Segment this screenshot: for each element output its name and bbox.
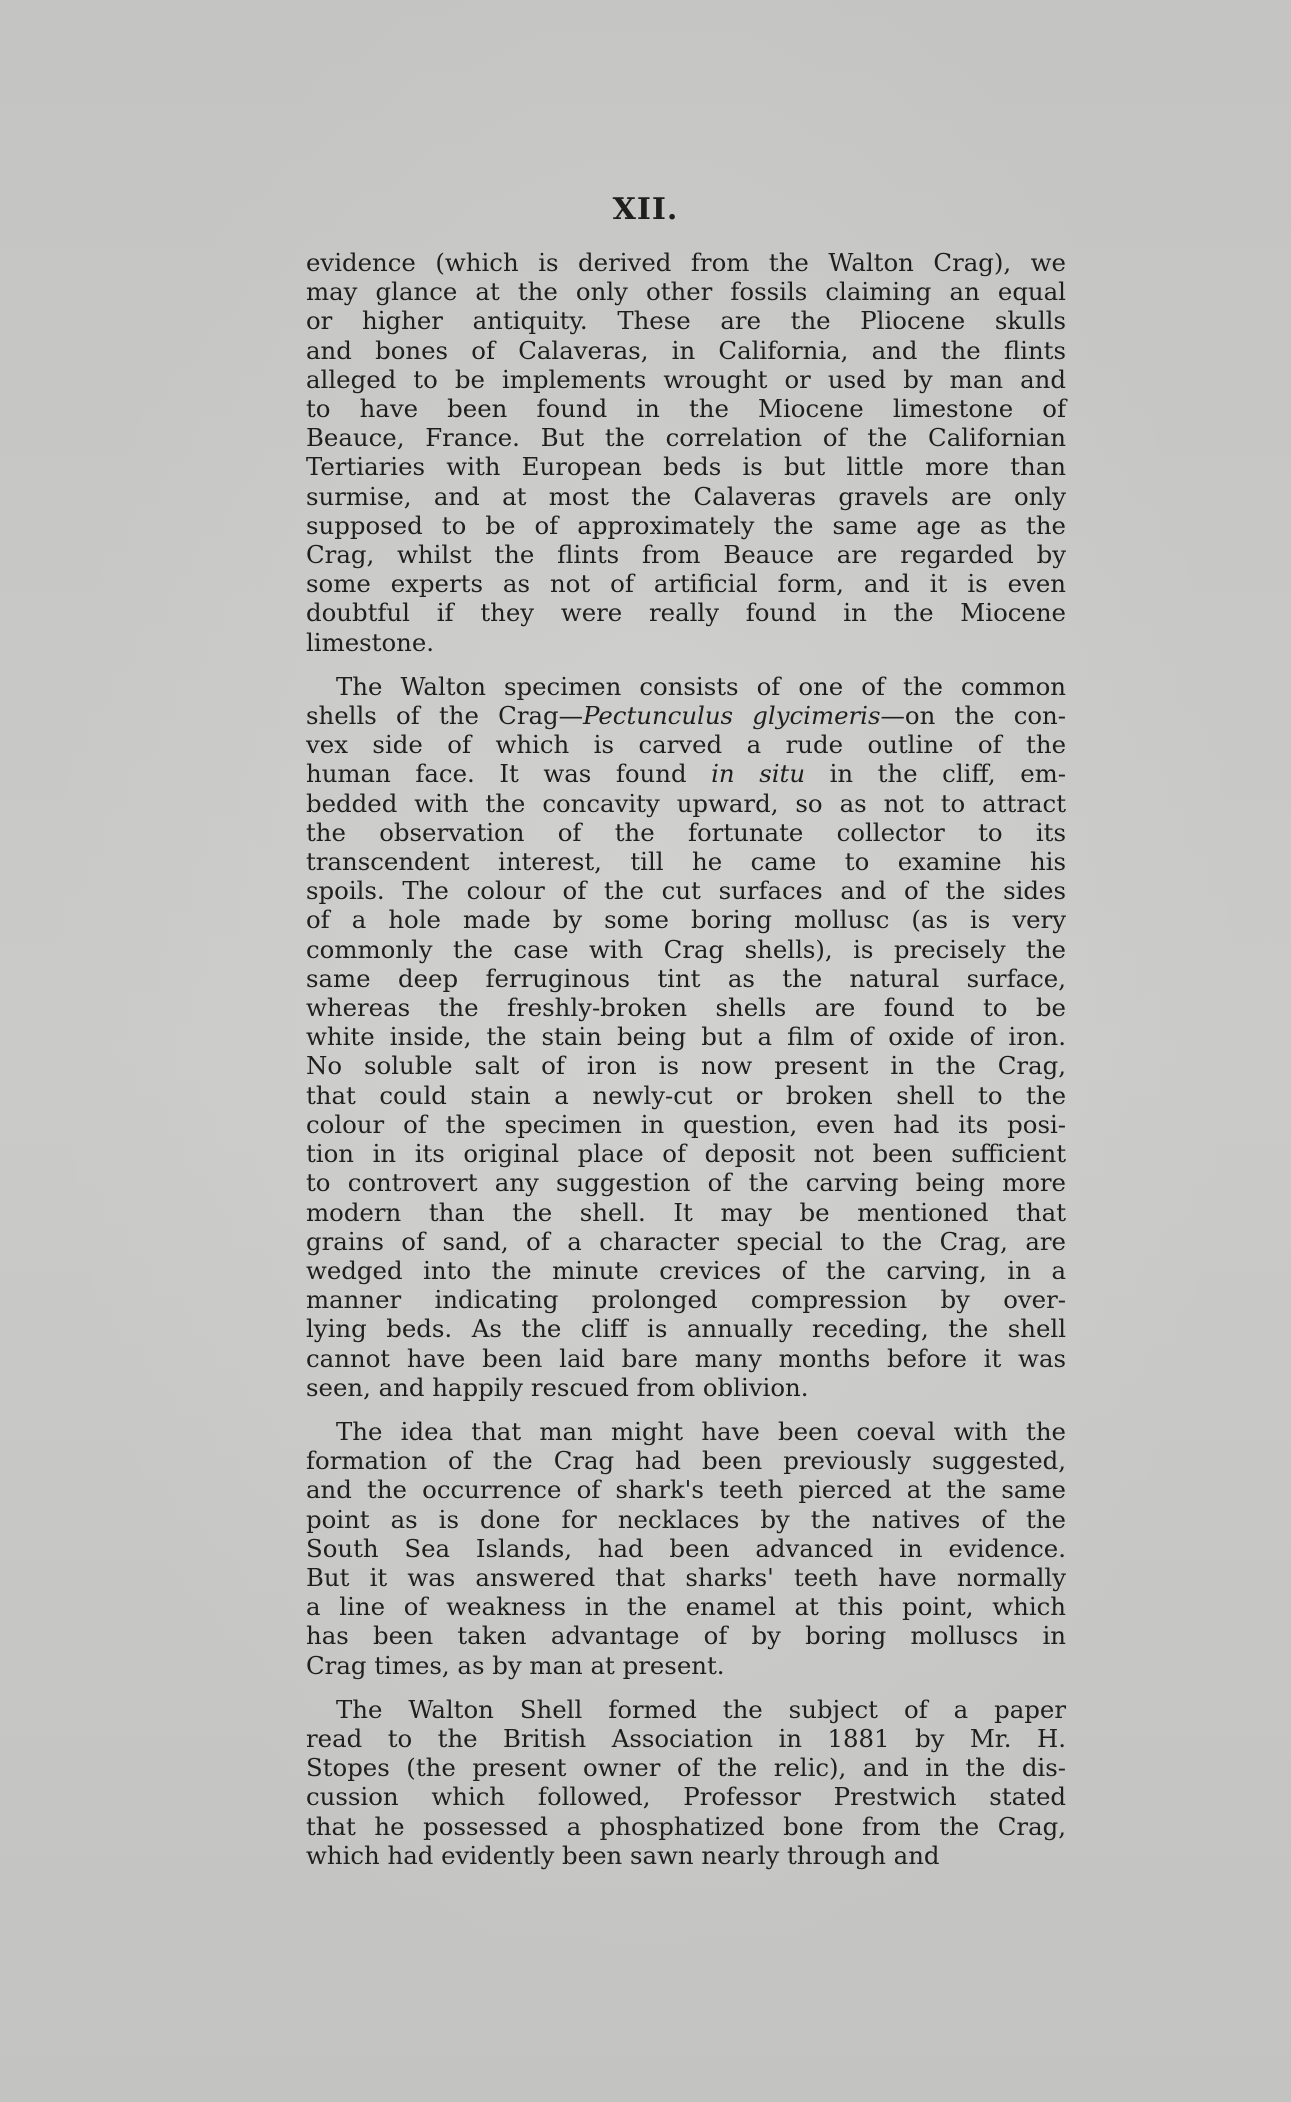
- text-line: or higher antiquity. These are the Pliocene skulls: [306, 306, 1066, 336]
- text-line: may glance at the only other fossils claiming an equal: [306, 277, 1066, 307]
- text-line: and bones of Calaveras, in California, and the flints: [306, 335, 1066, 365]
- text-line: which had evidently been sawn nearly through and: [306, 1840, 940, 1870]
- text-line: But it was answered that sharks' teeth have normally: [306, 1562, 1066, 1592]
- paragraph-gap: [306, 1680, 1066, 1695]
- text-line: read to the British Association in 1881 by Mr. H.: [306, 1723, 1066, 1753]
- text-line: shells of the Crag—Pectunculus glycimeris—on the con-: [306, 701, 1067, 731]
- text-line: cussion which followed, Professor Prestwich stated: [306, 1782, 1066, 1812]
- text-line: Crag times, as by man at present.: [306, 1650, 725, 1680]
- text-line: to have been found in the Miocene limestone of: [306, 394, 1066, 424]
- text-line: Stopes (the present owner of the relic), and in the dis-: [306, 1753, 1066, 1783]
- text-line: The Walton specimen consists of one of the common: [336, 671, 1066, 701]
- text-line: the observation of the fortunate collector to its: [306, 817, 1066, 847]
- text-line: South Sea Islands, had been advanced in evidence.: [306, 1533, 1066, 1563]
- text-line: cannot have been laid bare many months before it was: [306, 1343, 1066, 1373]
- text-line: supposed to be of approximately the same age as the: [306, 510, 1066, 540]
- text-line: evidence (which is derived from the Walton Crag), we: [306, 248, 1066, 277]
- text-line: that he possessed a phosphatized bone from the Crag,: [306, 1811, 1066, 1841]
- text-line: and the occurrence of shark's teeth pierced at the same: [306, 1475, 1066, 1505]
- text-line: seen, and happily rescued from oblivion.: [306, 1372, 809, 1402]
- text-line: formation of the Crag had been previously suggested,: [306, 1446, 1066, 1476]
- text-line: limestone.: [306, 627, 435, 657]
- text-line: of a hole made by some boring mollusc (as is very: [306, 905, 1066, 935]
- text-line: same deep ferruginous tint as the natural surface,: [306, 963, 1066, 993]
- text-line: a line of weakness in the enamel at this point, which: [306, 1592, 1066, 1622]
- text-line: The Walton Shell formed the subject of a paper: [336, 1694, 1066, 1724]
- text-line: bedded with the concavity upward, so as not to attract: [306, 788, 1066, 818]
- text-line: lying beds. As the cliff is annually receding, the shell: [306, 1314, 1066, 1344]
- paragraph: [306, 1695, 1066, 1870]
- text-line: Beauce, France. But the correlation of the Californian: [306, 423, 1066, 453]
- text-line: human face. It was found in situ in the cliff, em-: [306, 759, 1066, 789]
- text-line: white inside, the stain being but a film of oxide of iron.: [306, 1022, 1066, 1052]
- page-number: XII.: [612, 192, 679, 227]
- text-line: whereas the freshly-broken shells are found to be: [306, 993, 1066, 1023]
- text-line: grains of sand, of a character special to the Crag, are: [306, 1226, 1066, 1256]
- text-line: some experts as not of artificial form, and it is even: [306, 569, 1066, 599]
- paragraph-gap: [306, 657, 1066, 672]
- text-line: No soluble salt of iron is now present in the Crag,: [306, 1051, 1066, 1081]
- paragraph: [306, 1417, 1066, 1680]
- text-line: modern than the shell. It may be mentioned that: [306, 1197, 1066, 1227]
- text-line: alleged to be implements wrought or used by man and: [306, 364, 1066, 394]
- text-line: that could stain a newly-cut or broken shell to the: [306, 1080, 1066, 1110]
- text-line: has been taken advantage of by boring molluscs in: [306, 1621, 1066, 1651]
- text-line: commonly the case with Crag shells), is precisely the: [306, 934, 1066, 964]
- text-line: doubtful if they were really found in the Miocene: [306, 598, 1066, 628]
- text-line: vex side of which is carved a rude outline of the: [306, 730, 1066, 760]
- text-line: manner indicating prolonged compression by over-: [306, 1285, 1066, 1315]
- text-line: tion in its original place of deposit not been sufficient: [306, 1139, 1066, 1169]
- text-line: transcendent interest, till he came to examine his: [306, 847, 1066, 877]
- text-line: Crag, whilst the flints from Beauce are regarded by: [306, 540, 1066, 570]
- text-line: to controvert any suggestion of the carving being more: [306, 1168, 1066, 1198]
- text-line: colour of the specimen in question, even had its posi-: [306, 1109, 1066, 1139]
- text-line: Tertiaries with European beds is but little more than: [306, 452, 1066, 482]
- body-text: [306, 248, 1066, 1870]
- text-line: wedged into the minute crevices of the carving, in a: [306, 1255, 1066, 1285]
- text-line: surmise, and at most the Calaveras gravels are only: [306, 481, 1066, 511]
- text-line: spoils. The colour of the cut surfaces and of the sides: [306, 876, 1066, 906]
- text-line: point as is done for necklaces by the natives of the: [306, 1504, 1066, 1534]
- text-line: The idea that man might have been coeval with the: [336, 1416, 1066, 1446]
- paragraph: [306, 248, 1066, 657]
- paragraph-gap: [306, 1402, 1066, 1417]
- paragraph: [306, 672, 1066, 1402]
